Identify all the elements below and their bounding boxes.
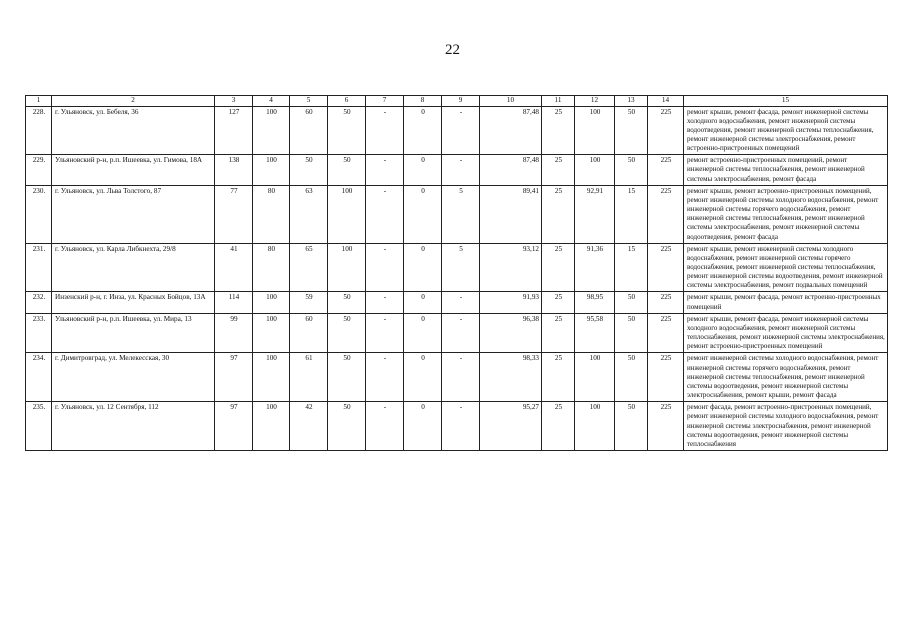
col-13-cell: 50	[615, 402, 648, 451]
col-11-cell: 25	[542, 185, 575, 243]
header-cell: 7	[366, 96, 404, 107]
col-14-cell: 225	[648, 155, 684, 185]
address-cell: г. Ульяновск, ул. Льва Толстого, 87	[52, 185, 215, 243]
col-14-cell: 225	[648, 402, 684, 451]
header-cell: 3	[215, 96, 253, 107]
col-5-cell: 60	[290, 313, 328, 353]
works-description-cell: ремонт фасада, ремонт встроенно-пристроенных помещений, ремонт инженерной системы холодного водоснабжения, ремонт инженерной системы электроснабжения, ремонт инженерной системы водоотведения, ремонт инженерной системы теплоснабжения	[684, 402, 888, 451]
col-13-cell: 50	[615, 353, 648, 402]
col-6-cell: 50	[328, 292, 366, 313]
col-14-cell: 225	[648, 243, 684, 292]
col-12-cell: 91,36	[575, 243, 615, 292]
col-11-cell: 25	[542, 243, 575, 292]
col-12-cell: 100	[575, 106, 615, 155]
col-12-cell: 95,58	[575, 313, 615, 353]
col-8-cell: 0	[404, 402, 442, 451]
col-11-cell: 25	[542, 155, 575, 185]
col-6-cell: 100	[328, 185, 366, 243]
col-3-cell: 97	[215, 353, 253, 402]
col-8-cell: 0	[404, 292, 442, 313]
col-3-cell: 97	[215, 402, 253, 451]
col-11-cell: 25	[542, 402, 575, 451]
header-cell: 13	[615, 96, 648, 107]
col-14-cell: 225	[648, 185, 684, 243]
col-9-cell: 5	[442, 185, 480, 243]
col-13-cell: 50	[615, 155, 648, 185]
col-3-cell: 138	[215, 155, 253, 185]
col-14-cell: 225	[648, 292, 684, 313]
col-13-cell: 15	[615, 243, 648, 292]
header-cell: 9	[442, 96, 480, 107]
col-9-cell: -	[442, 292, 480, 313]
col-8-cell: 0	[404, 155, 442, 185]
col-10-cell: 96,38	[480, 313, 542, 353]
col-9-cell: 5	[442, 243, 480, 292]
row-number: 234.	[26, 353, 52, 402]
col-13-cell: 50	[615, 313, 648, 353]
col-10-cell: 87,48	[480, 155, 542, 185]
col-4-cell: 80	[253, 243, 290, 292]
works-description-cell: ремонт крыши, ремонт фасада, ремонт встроенно-пристроенных помещений	[684, 292, 888, 313]
header-cell: 8	[404, 96, 442, 107]
col-12-cell: 92,91	[575, 185, 615, 243]
col-7-cell: -	[366, 353, 404, 402]
table-row	[26, 292, 888, 313]
table-row	[26, 185, 888, 243]
col-5-cell: 59	[290, 292, 328, 313]
col-6-cell: 50	[328, 155, 366, 185]
col-14-cell: 225	[648, 106, 684, 155]
col-7-cell: -	[366, 292, 404, 313]
address-cell: Ульяновский р-н, р.п. Ишеевка, ул. Мира, 13	[52, 313, 215, 353]
col-7-cell: -	[366, 106, 404, 155]
col-10-cell: 95,27	[480, 402, 542, 451]
address-cell: г. Ульяновск, ул. Бебеля, 36	[52, 106, 215, 155]
col-8-cell: 0	[404, 313, 442, 353]
col-12-cell: 100	[575, 155, 615, 185]
header-cell: 10	[480, 96, 542, 107]
page-number: 22	[445, 42, 460, 58]
row-number: 235.	[26, 402, 52, 451]
col-4-cell: 100	[253, 292, 290, 313]
col-7-cell: -	[366, 313, 404, 353]
header-cell: 15	[684, 96, 888, 107]
col-10-cell: 98,33	[480, 353, 542, 402]
table-row	[26, 243, 888, 292]
col-10-cell: 89,41	[480, 185, 542, 243]
col-4-cell: 80	[253, 185, 290, 243]
col-14-cell: 225	[648, 353, 684, 402]
col-6-cell: 50	[328, 106, 366, 155]
works-description-cell: ремонт встроенно-пристроенных помещений, ремонт инженерной системы теплоснабжения, ремонт инженерной системы электроснабжения, ремонт фасада	[684, 155, 888, 185]
address-cell: Ульяновский р-н, р.п. Ишеевка, ул. Гимова, 18А	[52, 155, 215, 185]
row-number: 228.	[26, 106, 52, 155]
header-cell: 6	[328, 96, 366, 107]
row-number: 231.	[26, 243, 52, 292]
col-7-cell: -	[366, 243, 404, 292]
col-12-cell: 100	[575, 353, 615, 402]
col-12-cell: 100	[575, 402, 615, 451]
header-cell: 2	[52, 96, 215, 107]
address-cell: г. Ульяновск, ул. Карла Либкнехта, 29/8	[52, 243, 215, 292]
table-row	[26, 353, 888, 402]
col-10-cell: 91,93	[480, 292, 542, 313]
col-5-cell: 61	[290, 353, 328, 402]
col-6-cell: 100	[328, 243, 366, 292]
col-3-cell: 77	[215, 185, 253, 243]
col-11-cell: 25	[542, 292, 575, 313]
col-9-cell: -	[442, 106, 480, 155]
col-5-cell: 50	[290, 155, 328, 185]
col-9-cell: -	[442, 353, 480, 402]
col-5-cell: 63	[290, 185, 328, 243]
header-cell: 11	[542, 96, 575, 107]
col-8-cell: 0	[404, 353, 442, 402]
col-10-cell: 87,48	[480, 106, 542, 155]
works-description-cell: ремонт крыши, ремонт встроенно-пристроенных помещений, ремонт инженерной системы холодного водоснабжения, ремонт инженерной системы горячего водоснабжения, ремонт инженерной системы теплоснабжения, ремонт инженерной системы электроснабжения, ремонт инженерной системы водоотведения, ремонт фасада	[684, 185, 888, 243]
col-11-cell: 25	[542, 353, 575, 402]
works-description-cell: ремонт крыши, ремонт фасада, ремонт инженерной системы холодного водоснабжения, ремонт инженерной системы водоотведения, ремонт инженерной системы теплоснабжения, ремонт инженерной системы электроснабжения, ремонт встроенно-пристроенных помещений	[684, 106, 888, 155]
col-11-cell: 25	[542, 106, 575, 155]
col-4-cell: 100	[253, 155, 290, 185]
row-number: 233.	[26, 313, 52, 353]
col-14-cell: 225	[648, 313, 684, 353]
data-table	[25, 95, 888, 451]
header-cell: 5	[290, 96, 328, 107]
col-9-cell: -	[442, 313, 480, 353]
address-cell: г. Ульяновск, ул. 12 Сентября, 112	[52, 402, 215, 451]
works-description-cell: ремонт крыши, ремонт фасада, ремонт инженерной системы холодного водоснабжения, ремонт инженерной системы теплоснабжения, ремонт инженерной системы электроснабжения, ремонт встроенно-пристроенных помещений	[684, 313, 888, 353]
works-description-cell: ремонт крыши, ремонт инженерной системы холодного водоснабжения, ремонт инженерной системы горячего водоснабжения, ремонт инженерной системы теплоснабжения, ремонт инженерной системы водоотведения, ремонт инженерной системы электроснабжения, ремонт подвальных помещений	[684, 243, 888, 292]
col-13-cell: 15	[615, 185, 648, 243]
col-10-cell: 93,12	[480, 243, 542, 292]
col-3-cell: 127	[215, 106, 253, 155]
col-4-cell: 100	[253, 313, 290, 353]
address-cell: Инзенский р-н, г. Инза, ул. Красных Бойцов, 13А	[52, 292, 215, 313]
col-5-cell: 42	[290, 402, 328, 451]
header-cell: 1	[26, 96, 52, 107]
col-13-cell: 50	[615, 292, 648, 313]
header-cell: 4	[253, 96, 290, 107]
col-7-cell: -	[366, 185, 404, 243]
row-number: 232.	[26, 292, 52, 313]
col-3-cell: 114	[215, 292, 253, 313]
col-6-cell: 50	[328, 402, 366, 451]
col-8-cell: 0	[404, 185, 442, 243]
table-row	[26, 402, 888, 451]
col-4-cell: 100	[253, 106, 290, 155]
col-9-cell: -	[442, 155, 480, 185]
table-row	[26, 155, 888, 185]
col-11-cell: 25	[542, 313, 575, 353]
header-row	[26, 96, 888, 107]
header-cell: 14	[648, 96, 684, 107]
address-cell: г. Димитровград, ул. Мелекесская, 30	[52, 353, 215, 402]
col-8-cell: 0	[404, 243, 442, 292]
row-number: 230.	[26, 185, 52, 243]
works-description-cell: ремонт инженерной системы холодного водоснабжения, ремонт инженерной системы горячего водоснабжения, ремонт инженерной системы теплоснабжения, ремонт инженерной системы водоотведения, ремонт инженерной системы электроснабжения, ремонт крыши, ремонт фасада	[684, 353, 888, 402]
col-5-cell: 65	[290, 243, 328, 292]
col-6-cell: 50	[328, 353, 366, 402]
header-cell: 12	[575, 96, 615, 107]
col-4-cell: 100	[253, 402, 290, 451]
col-6-cell: 50	[328, 313, 366, 353]
col-13-cell: 50	[615, 106, 648, 155]
col-12-cell: 98,95	[575, 292, 615, 313]
table-row	[26, 313, 888, 353]
col-7-cell: -	[366, 155, 404, 185]
col-8-cell: 0	[404, 106, 442, 155]
col-3-cell: 41	[215, 243, 253, 292]
row-number: 229.	[26, 155, 52, 185]
col-5-cell: 60	[290, 106, 328, 155]
col-3-cell: 99	[215, 313, 253, 353]
col-4-cell: 100	[253, 353, 290, 402]
col-9-cell: -	[442, 402, 480, 451]
table-row	[26, 106, 888, 155]
col-7-cell: -	[366, 402, 404, 451]
